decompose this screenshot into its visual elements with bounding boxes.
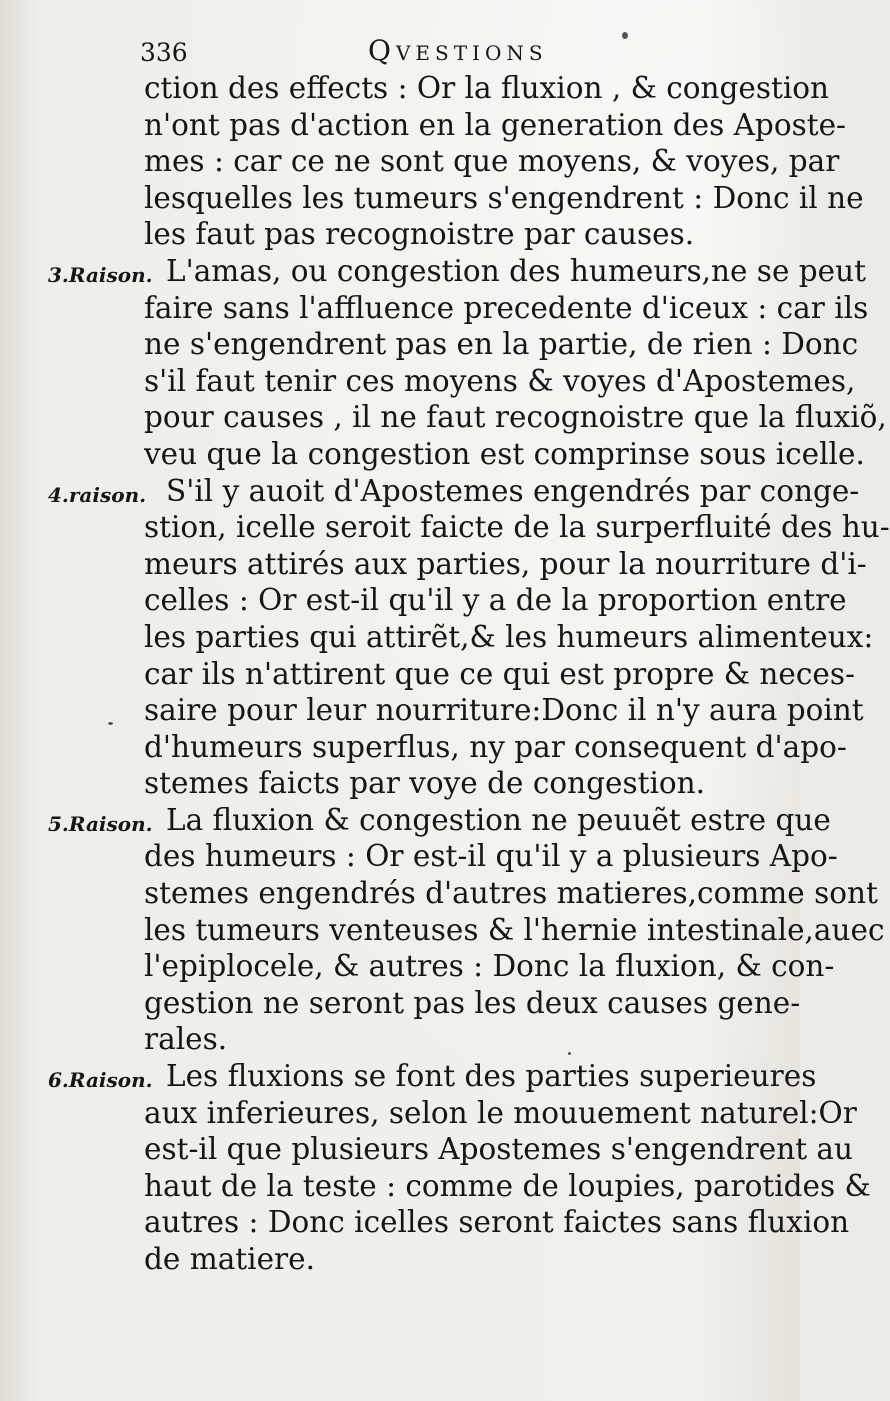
- text-line: stion, icelle seroit faicte de la surperfluité des hu-: [144, 510, 890, 545]
- page-number: 336: [140, 38, 188, 67]
- margin-note: 5.Raison.: [48, 812, 153, 836]
- text-line: faire sans l'affluence precedente d'iceux : car ils: [144, 290, 869, 325]
- text-line: d'humeurs superflus, ny par consequent d'apo-: [144, 729, 847, 764]
- ink-speck: [568, 1052, 571, 1055]
- text-line: est-il que plusieurs Apostemes s'engendrent au: [144, 1132, 854, 1167]
- text-line: S'il y auoit d'Apostemes engendrés par conge-: [166, 473, 860, 508]
- text-line: pour causes , il ne faut recognoistre que la fluxiõ,: [144, 400, 887, 435]
- ink-speck: [108, 722, 113, 725]
- text-line: saire pour leur nourriture:Donc il n'y aura point: [144, 693, 864, 728]
- text-line: aux inferieures, selon le mouuement naturel:Or: [144, 1095, 857, 1130]
- text-line: mes : car ce ne sont que moyens, & voyes, par: [144, 144, 840, 179]
- margin-note: 4.raison.: [48, 482, 147, 507]
- text-line: ne s'engendrent pas en la partie, de rien : Donc: [144, 327, 859, 362]
- text-line: les tumeurs venteuses & l'hernie intestinale,auec: [144, 912, 885, 947]
- text-line: La fluxion & congestion ne peuuẽt estre que: [166, 802, 831, 837]
- page-header: [140, 30, 780, 70]
- text-line: rales.: [144, 1022, 228, 1057]
- body-text: [144, 70, 890, 1278]
- text-line: stemes engendrés d'autres matieres,comme sont: [144, 876, 878, 911]
- text-line: de matiere.: [144, 1242, 315, 1276]
- text-line: n'ont pas d'action en la generation des Aposte-: [144, 107, 846, 142]
- margin-note: 3.Raison.: [48, 263, 153, 287]
- text-line: car ils n'attirent que ce qui est propre & neces-: [144, 656, 855, 691]
- text-line: haut de la teste : comme de loupies, parotides &: [144, 1168, 871, 1203]
- text-line: lesquelles les tumeurs s'engendrent : Donc il ne: [144, 180, 864, 215]
- ink-speck: [622, 32, 628, 39]
- text-line: les parties qui attirẽt,& les humeurs alimenteux:: [144, 619, 874, 654]
- text-line: veu que la congestion est comprinse sous icelle.: [144, 436, 865, 471]
- text-line: meurs attirés aux parties, pour la nourriture d'i-: [144, 546, 867, 581]
- text-line: celles : Or est-il qu'il y a de la proportion entre: [144, 583, 847, 618]
- text-line: les faut pas recognoistre par causes.: [144, 217, 695, 252]
- text-line: ction des effects : Or la fluxion , & congestion: [144, 71, 830, 105]
- text-line: stemes faicts par voye de congestion.: [144, 766, 706, 801]
- text-line: l'epiplocele, & autres : Donc la fluxion, & con-: [144, 949, 835, 984]
- margin-note: 6.Raison.: [48, 1068, 153, 1093]
- text-line: des humeurs : Or est-il qu'il y a plusieurs Apo-: [144, 839, 838, 874]
- running-head: Qvestions: [368, 34, 548, 67]
- text-line: s'il faut tenir ces moyens & voyes d'Apostemes,: [144, 363, 856, 398]
- text-line: autres : Donc icelles seront faictes sans fluxion: [144, 1205, 850, 1240]
- text-line: gestion ne seront pas les deux causes gene-: [144, 985, 801, 1020]
- text-line: Les fluxions se font des parties superieures: [166, 1059, 817, 1094]
- text-line: L'amas, ou congestion des humeurs,ne se peut: [166, 253, 866, 288]
